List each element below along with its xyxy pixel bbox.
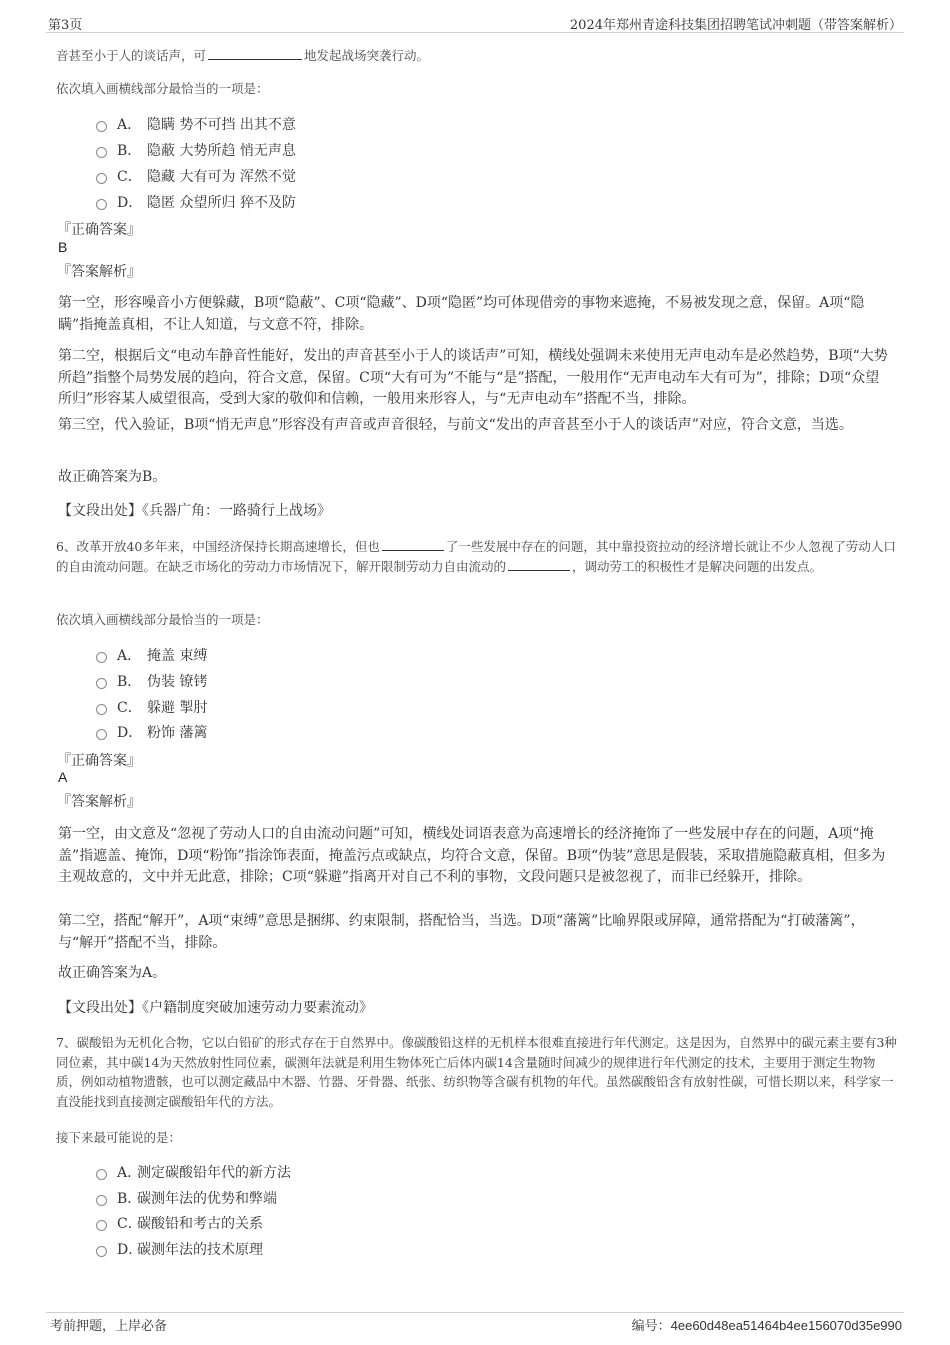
- q6-option-b[interactable]: B． 伪装 镣铐: [96, 671, 207, 691]
- analysis-paragraph: 第一空，形容噪音小方便躲藏，B项“隐蔽”、C项“隐藏”、D项“隐匿”均可体现借旁的事物来遮掩，不易被发现之意，保留。A项“隐瞒”指掩盖真相，不让人知道，与文意不符，排除。: [58, 295, 865, 333]
- source-citation: 【文段出处】《户籍制度突破加速劳动力要素流动》: [58, 1000, 373, 1016]
- source-citation: 【文段出处】《兵器广角：一路骑行上战场》: [58, 503, 331, 519]
- radio-icon[interactable]: [96, 1169, 107, 1180]
- radio-icon[interactable]: [96, 729, 107, 740]
- q7-stem: 7、碳酸铅为无机化合物，它以白铅矿的形式存在于自然界中。像碳酸铅这样的无机样本很难直接进行年代测定。这是因为，自然界中的碳元素主要有3种同位素，其中碳14为天然放射性同位素，碳测年法就是利用生物体死亡后体内碳14含量随时间减少的规律进行年代测定的技术，主要用于测定生物物质，例如动植物遗骸，也可以测定藏品中木器、竹器、牙骨器、纸张、纺织物等含碳有机物的年代。虽然碳酸铅含有放射性碳，可惜长期以来，科学家一直没能找到直接测定碳酸铅年代的方法。: [56, 1035, 897, 1109]
- analysis-label: 『答案解析』: [57, 264, 141, 280]
- q6-option-c[interactable]: C． 躲避 掣肘: [96, 697, 207, 717]
- blank: [508, 558, 570, 571]
- q5-option-d[interactable]: D． 隐匿 众望所归 猝不及防: [96, 192, 296, 212]
- radio-icon[interactable]: [96, 1195, 107, 1206]
- answer-value: B: [58, 239, 68, 255]
- q5-option-c[interactable]: C． 隐藏 大有可为 浑然不觉: [96, 166, 296, 186]
- q5-option-a[interactable]: A． 隐瞒 势不可挡 出其不意: [96, 114, 296, 134]
- analysis-conclusion: 故正确答案为A。: [58, 965, 167, 981]
- page-header: [46, 12, 904, 33]
- answer-label: 『正确答案』: [57, 222, 141, 238]
- q6-prompt: 依次填入画横线部分最恰当的一项是：: [56, 612, 269, 627]
- analysis-paragraph: 第二空，搭配“解开”，A项“束缚”意思是捆绑、约束限制，搭配恰当，当选。D项“藩篱”比喻界限或屏障，通常搭配为“打破藩篱”，与“解开”搭配不当，排除。: [58, 913, 865, 951]
- q5-stem: 音甚至小于人的谈话声，可 地发起战场突袭行动。: [56, 48, 430, 63]
- radio-icon[interactable]: [96, 199, 107, 210]
- analysis-paragraph: 第二空，根据后文“电动车静音性能好，发出的声音甚至小于人的谈话声”可知，横线处强调未来使用无声电动车是必然趋势，B项“大势所趋”指整个局势发展的趋向，符合文意，保留。C项“大有可为”不能与“是”搭配，一般用作“无声电动车大有可为”，排除；D项“众望所归”形容某人威望很高，受到大家的敬仰和信赖，一般用来形容人，与“无声电动车”搭配不当，排除。: [58, 348, 888, 407]
- radio-icon[interactable]: [96, 678, 107, 689]
- blank: [382, 538, 444, 551]
- q7-option-d[interactable]: D． 碳测年法的技术原理: [96, 1239, 263, 1259]
- blank: [208, 47, 302, 60]
- footer-slogan: 考前押题，上岸必备: [50, 1319, 168, 1334]
- page-number: 第3页: [48, 18, 83, 33]
- answer-label: 『正确答案』: [57, 753, 141, 769]
- document-title: 2024年郑州青途科技集团招聘笔试冲刺题（带答案解析）: [569, 18, 902, 33]
- analysis-conclusion: 故正确答案为B。: [58, 469, 167, 485]
- q7-prompt: 接下来最可能说的是：: [56, 1130, 182, 1145]
- analysis-label: 『答案解析』: [57, 794, 141, 810]
- q7-option-b[interactable]: B． 碳测年法的优势和弊端: [96, 1188, 277, 1208]
- radio-icon[interactable]: [96, 121, 107, 132]
- q7-option-c[interactable]: C． 碳酸铅和考古的关系: [96, 1213, 263, 1233]
- answer-value: A: [58, 769, 68, 785]
- analysis-paragraph: 第三空，代入验证，B项“悄无声息”形容没有声音或声音很轻，与前文“发出的声音甚至小于人的谈话声”对应，符合文意，当选。: [58, 417, 853, 433]
- page-footer: [46, 1312, 904, 1335]
- q6-stem: 6、改革开放40多年来，中国经济保持长期高速增长，但也 了一些发展中存在的问题，其中靠投资拉动的经济增长就让不少人忽视了劳动人口的自由流动问题。在缺乏市场化的劳动力市场情况下，解开限制劳动力自由流动的 ，调动劳工的积极性才是解决问题的出发点。: [56, 539, 896, 574]
- q6-option-a[interactable]: A． 掩盖 束缚: [96, 645, 207, 665]
- radio-icon[interactable]: [96, 652, 107, 663]
- radio-icon[interactable]: [96, 1220, 107, 1231]
- q7-option-a[interactable]: A． 测定碳酸铅年代的新方法: [96, 1162, 291, 1182]
- radio-icon[interactable]: [96, 147, 107, 158]
- radio-icon[interactable]: [96, 704, 107, 715]
- q5-prompt: 依次填入画横线部分最恰当的一项是：: [56, 81, 269, 96]
- q6-option-d[interactable]: D． 粉饰 藩篱: [96, 722, 207, 742]
- radio-icon[interactable]: [96, 173, 107, 184]
- q5-option-b[interactable]: B． 隐蔽 大势所趋 悄无声息: [96, 140, 296, 160]
- radio-icon[interactable]: [96, 1246, 107, 1257]
- document-id: 编号：4ee60d48ea51464b4ee156070d35e990: [631, 1318, 902, 1333]
- analysis-paragraph: 第一空，由文意及“忽视了劳动人口的自由流动问题”可知，横线处词语表意为高速增长的经济掩饰了一些发展中存在的问题，A项“掩盖”指遮盖、掩饰，D项“粉饰”指涂饰表面，掩盖污点或缺点，均符合文意，保留。B项“伪装”意思是假装，采取措施隐蔽真相，但多为主观故意的，文中并无此意，排除；C项“躲避”指离开对自己不利的事物，文段问题只是被忽视了，而非已经躲开，排除。: [58, 826, 886, 885]
